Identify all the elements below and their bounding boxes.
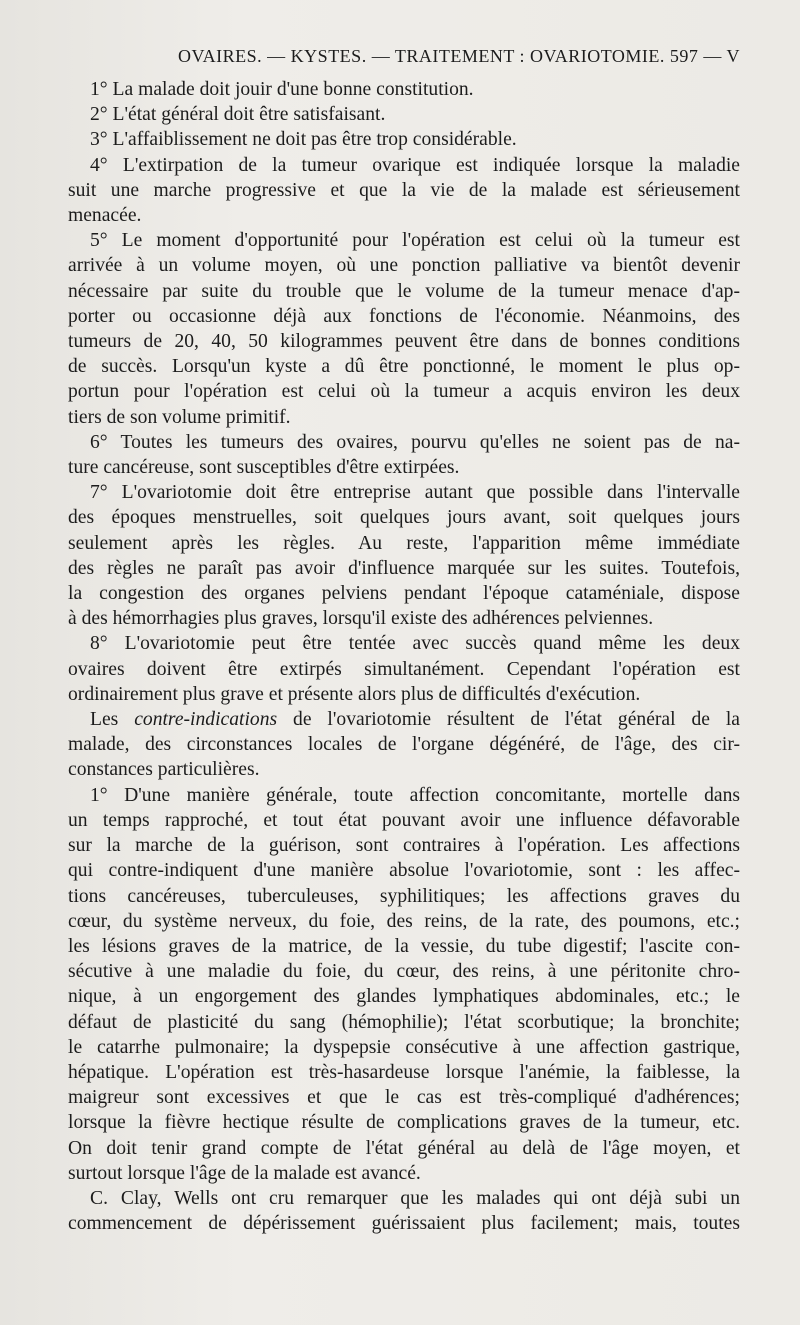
paragraph-10-line: hépatique. L'opération est très-hasardeuse lorsque l'anémie, la faiblesse, la	[68, 1061, 740, 1083]
paragraph-3: 3° L'affaiblissement ne doit pas être trop considérable.	[90, 129, 517, 151]
paragraph-5-line: 5° Le moment d'opportunité pour l'opération est celui où la tumeur est	[90, 230, 740, 252]
paragraph-7-line: à des hémorrhagies plus graves, lorsqu'il existe des adhérences pelviennes.	[68, 608, 654, 630]
running-header	[68, 46, 740, 72]
paragraph-7-line: seulement après les règles. Au reste, l'apparition même immédiate	[68, 532, 740, 554]
paragraph-5-line: tumeurs de 20, 40, 50 kilogrammes peuvent être dans de bonnes conditions	[68, 331, 740, 353]
paragraph-5-line: tiers de son volume primitif.	[68, 406, 291, 428]
paragraph-10-line: cœur, du système nerveux, du foie, des reins, de la rate, des poumons, etc.;	[68, 910, 740, 932]
paragraph-10-line: nique, à un engorgement des glandes lymphatiques abdominales, etc.; le	[68, 986, 740, 1008]
paragraph-5-line: nécessaire par suite du trouble que le volume de la tumeur menace d'ap-	[68, 280, 740, 302]
paragraph-5-line: de succès. Lorsqu'un kyste a dû être ponctionné, le moment le plus op-	[68, 356, 740, 378]
running-title: OVAIRES. — KYSTES. — TRAITEMENT : OVARIOTOMIE.	[178, 46, 665, 66]
page-number: 597 — V	[669, 46, 740, 66]
paragraph-2: 2° L'état général doit être satisfaisant.	[90, 104, 386, 126]
paragraph-11-line: commencement de dépérissement guérissaient plus facilement; mais, toutes	[68, 1213, 740, 1235]
paragraph-7-line: des règles ne paraît pas avoir d'influence marquée sur les suites. Toutefois,	[68, 557, 740, 579]
paragraph-9-post: de l'ovariotomie résultent de l'état général de la	[277, 709, 740, 731]
contre-indications-term: contre-indications	[134, 709, 278, 731]
paragraph-9-line: constances particulières.	[68, 759, 260, 781]
paragraph-9-pre: Les	[90, 709, 135, 731]
paragraph-5-line: arrivée à un volume moyen, où une ponction palliative va bientôt devenir	[68, 255, 740, 277]
body-text	[68, 77, 740, 1236]
paragraph-11-line: C. Clay, Wells ont cru remarquer que les malades qui ont déjà subi un	[90, 1187, 740, 1209]
paragraph-10-line: maigreur sont excessives et que le cas est très-compliqué d'adhérences;	[68, 1087, 740, 1109]
paragraph-10-line: sur la marche de la guérison, sont contraires à l'opération. Les affections	[68, 835, 740, 857]
paragraph-10-line: lorsque la fièvre hectique résulte de complications graves de la tumeur, etc.	[68, 1112, 740, 1134]
paragraph-4-line: 4° L'extirpation de la tumeur ovarique est indiquée lorsque la maladie	[90, 154, 740, 176]
paragraph-10-line: tions cancéreuses, tuberculeuses, syphilitiques; les affections graves du	[68, 885, 740, 907]
paragraph-10-line: sécutive à une maladie du foie, du cœur, des reins, à une péritonite chro-	[68, 961, 740, 983]
paragraph-8-line: 8° L'ovariotomie peut être tentée avec succès quand même les deux	[90, 633, 740, 655]
paragraph-10-line: 1° D'une manière générale, toute affection concomitante, mortelle dans	[90, 784, 740, 806]
paragraph-7-line: 7° L'ovariotomie doit être entreprise autant que possible dans l'intervalle	[90, 482, 740, 504]
paragraph-10-line: défaut de plasticité du sang (hémophilie); l'état scorbutique; la bronchite;	[68, 1011, 740, 1033]
paragraph-4-line: suit une marche progressive et que la vie de la malade est sérieusement	[68, 179, 740, 201]
paragraph-8-line: ordinairement plus grave et présente alors plus de difficultés d'exécution.	[68, 683, 641, 705]
paragraph-5-line: porter ou occasionne déjà aux fonctions de l'économie. Néanmoins, des	[68, 305, 740, 327]
paragraph-10-line: le catarrhe pulmonaire; la dyspepsie consécutive à une affection gastrique,	[68, 1036, 740, 1058]
paragraph-9-line: malade, des circonstances locales de l'organe dégénéré, de l'âge, des cir-	[68, 734, 740, 756]
paragraph-1: 1° La malade doit jouir d'une bonne constitution.	[90, 79, 474, 100]
paragraph-10-line: un temps rapproché, et tout état pouvant avoir une influence défavorable	[68, 809, 740, 831]
paragraph-4-line: menacée.	[68, 205, 142, 227]
paragraph-10-line: On doit tenir grand compte de l'état général au delà de l'âge moyen, et	[68, 1137, 740, 1159]
paragraph-6-line: ture cancéreuse, sont susceptibles d'être extirpées.	[68, 457, 460, 479]
paragraph-8-line: ovaires doivent être extirpés simultanément. Cependant l'opération est	[68, 658, 740, 680]
paragraph-10-line: les lésions graves de la matrice, de la vessie, du tube digestif; l'ascite con-	[68, 935, 740, 957]
paragraph-5-line: portun pour l'opération est celui où la tumeur a acquis environ les deux	[68, 381, 740, 403]
paragraph-7-line: des époques menstruelles, soit quelques jours avant, soit quelques jours	[68, 507, 740, 529]
paragraph-7-line: la congestion des organes pelviens pendant l'époque cataméniale, dispose	[68, 583, 740, 605]
paragraph-6-line: 6° Toutes les tumeurs des ovaires, pourvu qu'elles ne soient pas de na-	[90, 431, 740, 453]
paragraph-9-first-line	[68, 707, 740, 732]
paragraph-10-line: qui contre-indiquent d'une manière absolue l'ovariotomie, sont : les affec-	[68, 860, 740, 882]
paragraph-10-line: surtout lorsque l'âge de la malade est avancé.	[68, 1162, 421, 1184]
